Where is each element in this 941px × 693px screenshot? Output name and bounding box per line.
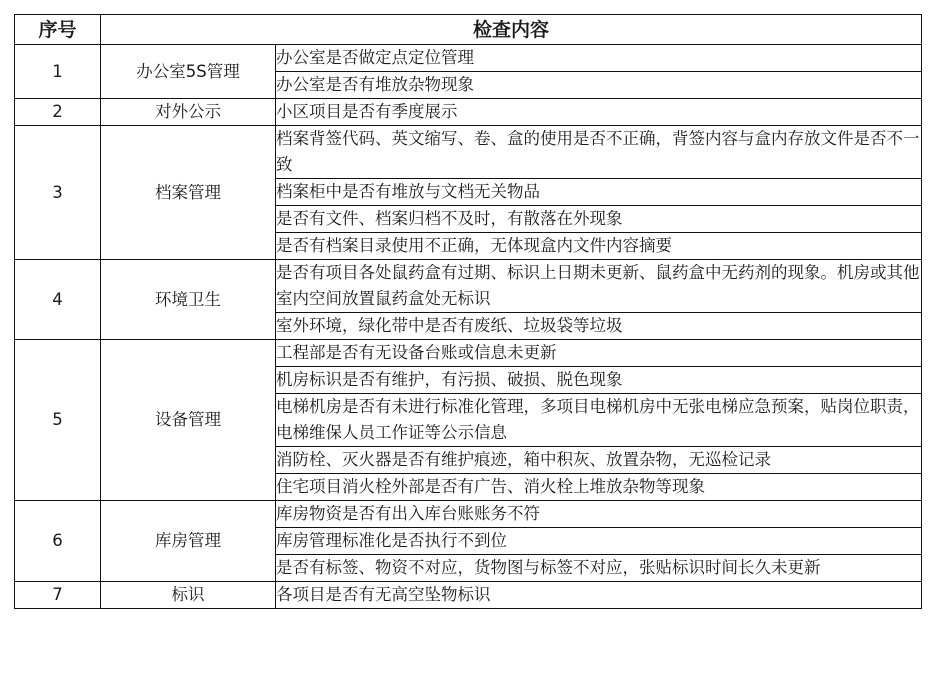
header-row (15, 15, 922, 45)
check-item: 办公室是否做定点定位管理 (276, 45, 922, 72)
table-row (15, 340, 922, 367)
check-item: 库房物资是否有出入库台账账务不符 (276, 501, 922, 528)
row-category: 设备管理 (101, 340, 276, 501)
row-category: 库房管理 (101, 501, 276, 582)
header-num: 序号 (15, 15, 101, 45)
table-row (15, 582, 922, 609)
check-item: 住宅项目消火栓外部是否有广告、消火栓上堆放杂物等现象 (276, 474, 922, 501)
inspection-table (14, 14, 922, 609)
check-item: 工程部是否有无设备台账或信息未更新 (276, 340, 922, 367)
row-number: 6 (15, 501, 101, 582)
check-item: 室外环境，绿化带中是否有废纸、垃圾袋等垃圾 (276, 313, 922, 340)
table-row (15, 99, 922, 126)
row-category: 对外公示 (101, 99, 276, 126)
row-category: 档案管理 (101, 126, 276, 260)
check-item: 是否有档案目录使用不正确，无体现盒内文件内容摘要 (276, 233, 922, 260)
check-item: 电梯机房是否有未进行标准化管理，多项目电梯机房中无张电梯应急预案，贴岗位职责，电梯维保人员工作证等公示信息 (276, 394, 922, 447)
check-item: 档案柜中是否有堆放与文档无关物品 (276, 179, 922, 206)
row-number: 5 (15, 340, 101, 501)
row-number: 3 (15, 126, 101, 260)
check-item: 小区项目是否有季度展示 (276, 99, 922, 126)
check-item: 是否有文件、档案归档不及时，有散落在外现象 (276, 206, 922, 233)
row-number: 7 (15, 582, 101, 609)
table-row (15, 126, 922, 179)
check-item: 是否有项目各处鼠药盒有过期、标识上日期未更新、鼠药盒中无药剂的现象。机房或其他室内空间放置鼠药盒处无标识 (276, 260, 922, 313)
check-item: 是否有标签、物资不对应，货物图与标签不对应，张贴标识时间长久未更新 (276, 555, 922, 582)
check-item: 办公室是否有堆放杂物现象 (276, 72, 922, 99)
check-item: 档案背签代码、英文缩写、卷、盒的使用是否不正确，背签内容与盒内存放文件是否不一致 (276, 126, 922, 179)
row-number: 4 (15, 260, 101, 340)
check-item: 库房管理标准化是否执行不到位 (276, 528, 922, 555)
check-item: 消防栓、灭火器是否有维护痕迹，箱中积灰、放置杂物，无巡检记录 (276, 447, 922, 474)
row-category: 环境卫生 (101, 260, 276, 340)
header-content: 检查内容 (101, 15, 922, 45)
check-item: 机房标识是否有维护，有污损、破损、脱色现象 (276, 367, 922, 394)
table-row (15, 260, 922, 313)
row-number: 2 (15, 99, 101, 126)
row-number: 1 (15, 45, 101, 99)
row-category: 办公室5S管理 (101, 45, 276, 99)
check-item: 各项目是否有无高空坠物标识 (276, 582, 922, 609)
table-row (15, 45, 922, 72)
row-category: 标识 (101, 582, 276, 609)
table-row (15, 501, 922, 528)
